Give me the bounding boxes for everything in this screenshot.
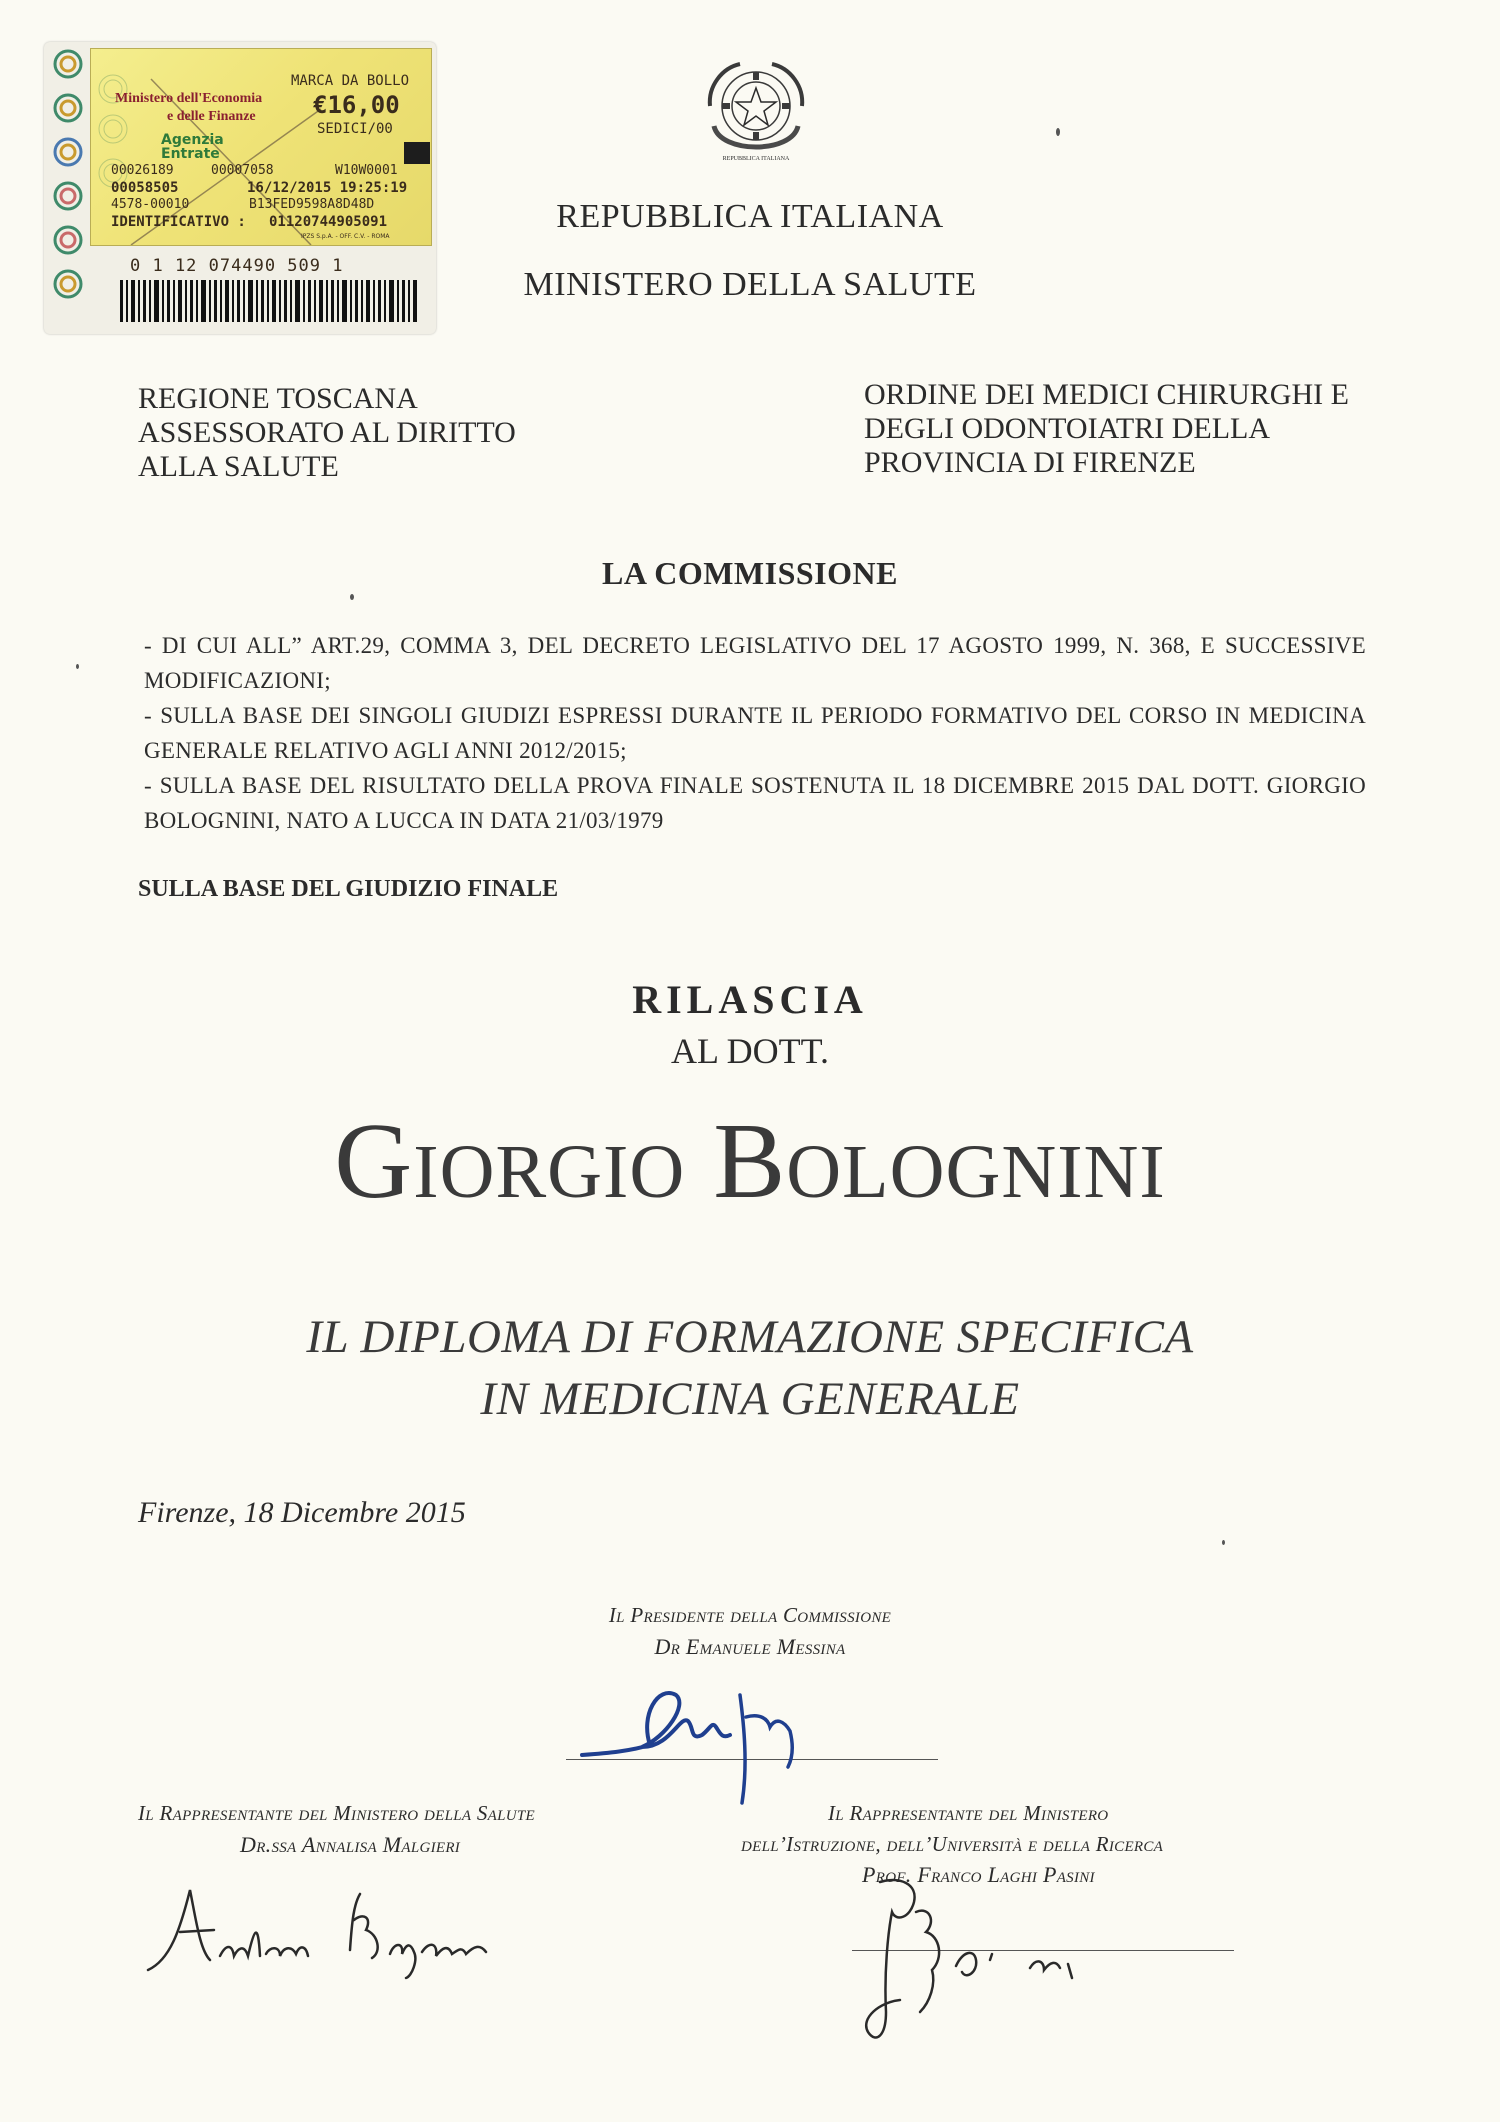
- paper-speck: [350, 594, 354, 600]
- emblem-ring-text: REPUBBLICA ITALIANA: [722, 156, 790, 162]
- stamp-amount-words: SEDICI/00: [317, 121, 393, 137]
- miur-rep-title-line1: Il Rappresentante del Ministero: [828, 1801, 1109, 1825]
- health-rep-title: Il Rappresentante del Ministero della Salute: [138, 1801, 536, 1825]
- paper-speck: [76, 664, 79, 669]
- stamp-type: MARCA DA BOLLO: [291, 73, 410, 89]
- president-title: Il Presidente della Commissione: [608, 1603, 892, 1627]
- president-signature-icon: [570, 1655, 870, 1805]
- recipient-name: Giorgio Bolognini: [334, 1102, 1166, 1221]
- medical-order-block: [864, 378, 1349, 480]
- clauses-list: [144, 628, 1366, 838]
- stamp-printer: IPZS S.p.A. - OFF. C.V. - ROMA: [301, 233, 390, 240]
- order-line2: DEGLI ODONTOIATRI DELLA: [864, 412, 1271, 445]
- stamp-row1-c: W10W0001: [335, 163, 398, 178]
- diploma-title-line2: IN MEDICINA GENERALE: [480, 1373, 1020, 1425]
- paper-speck: [1222, 1540, 1225, 1545]
- clause-item: - SULLA BASE DEI SINGOLI GIUDIZI ESPRESSI DURANTE IL PERIODO FORMATIVO DEL CORSO IN MEDICINA GENERALE RELATIVO AGLI ANNI 2012/2015;: [144, 703, 1366, 763]
- region-block: [138, 382, 516, 484]
- clause-item: - SULLA BASE DEL RISULTATO DELLA PROVA FINALE SOSTENUTA IL 18 DICEMBRE 2015 DAL DOTT. GIORGIO BOLOGNINI, NATO A LUCCA IN DATA 21/03/1979: [144, 773, 1366, 833]
- stamp-issuer-line2: e delle Finanze: [167, 109, 256, 124]
- stamp-issuer-line1: Ministero dell'Economia: [115, 91, 263, 106]
- final-judgement: SULLA BASE DEL GIUDIZIO FINALE: [138, 876, 559, 902]
- president-name: Dr Emanuele Messina: [654, 1634, 846, 1659]
- region-line3: ALLA SALUTE: [138, 450, 339, 483]
- miur-rep-title-line2: dell’Istruzione, dell’Università e della Ricerca: [741, 1832, 1164, 1856]
- region-line1: REGIONE TOSCANA: [138, 382, 418, 415]
- stamp-row3-b: B13FED9598A8D48D: [249, 197, 375, 212]
- stamp-row1-b: 00007058: [211, 163, 274, 178]
- health-rep-name: Dr.ssa Annalisa Malgieri: [240, 1832, 461, 1857]
- stamp-amount: €16,00: [313, 91, 400, 119]
- miur-rep-name: Prof. Franco Laghi Pasini: [862, 1862, 1095, 1887]
- clause-item: - DI CUI ALL” ART.29, COMMA 3, DEL DECRETO LEGISLATIVO DEL 17 AGOSTO 1999, N. 368, E SUCCESSIVE MODIFICAZIONI;: [144, 633, 1366, 693]
- paper-speck: [1056, 128, 1060, 136]
- ministry-heading: MINISTERO DELLA SALUTE: [523, 266, 977, 303]
- order-line3: PROVINCIA DI FIRENZE: [864, 446, 1196, 479]
- stamp-row1-a: 00026189: [111, 163, 174, 178]
- to-doctor: AL DOTT.: [671, 1031, 829, 1071]
- health-rep-signature-icon: [140, 1860, 610, 1990]
- stamp-row2-b: 16/12/2015 19:25:19: [247, 180, 408, 196]
- stamp-row4-value: 01120744905091: [269, 214, 388, 230]
- repubblica-italiana-emblem-icon: [700, 56, 812, 168]
- stamp-row3-a: 4578-00010: [111, 197, 190, 212]
- order-line1: ORDINE DEI MEDICI CHIRURGHI E: [864, 378, 1349, 411]
- stamp-row4-label: IDENTIFICATIVO :: [111, 214, 246, 230]
- diploma-title-line1: IL DIPLOMA DI FORMAZIONE SPECIFICA: [306, 1311, 1194, 1363]
- stamp-barcode-number: 0 1 12 074490 509 1: [130, 256, 344, 276]
- miur-rep-signature-icon: [840, 1872, 1160, 2052]
- place-date: Firenze, 18 Dicembre 2015: [138, 1496, 466, 1529]
- stamp-black-tab: [404, 142, 430, 164]
- stamp-agency-logo: Agenzia Entrate: [161, 132, 224, 162]
- issues-heading: RILASCIA: [632, 977, 868, 1022]
- republic-heading: REPUBBLICA ITALIANA: [556, 198, 944, 235]
- region-line2: ASSESSORATO AL DIRITTO: [138, 416, 516, 449]
- stamp-row2-a: 00058505: [111, 180, 179, 196]
- commission-heading: LA COMMISSIONE: [602, 555, 898, 591]
